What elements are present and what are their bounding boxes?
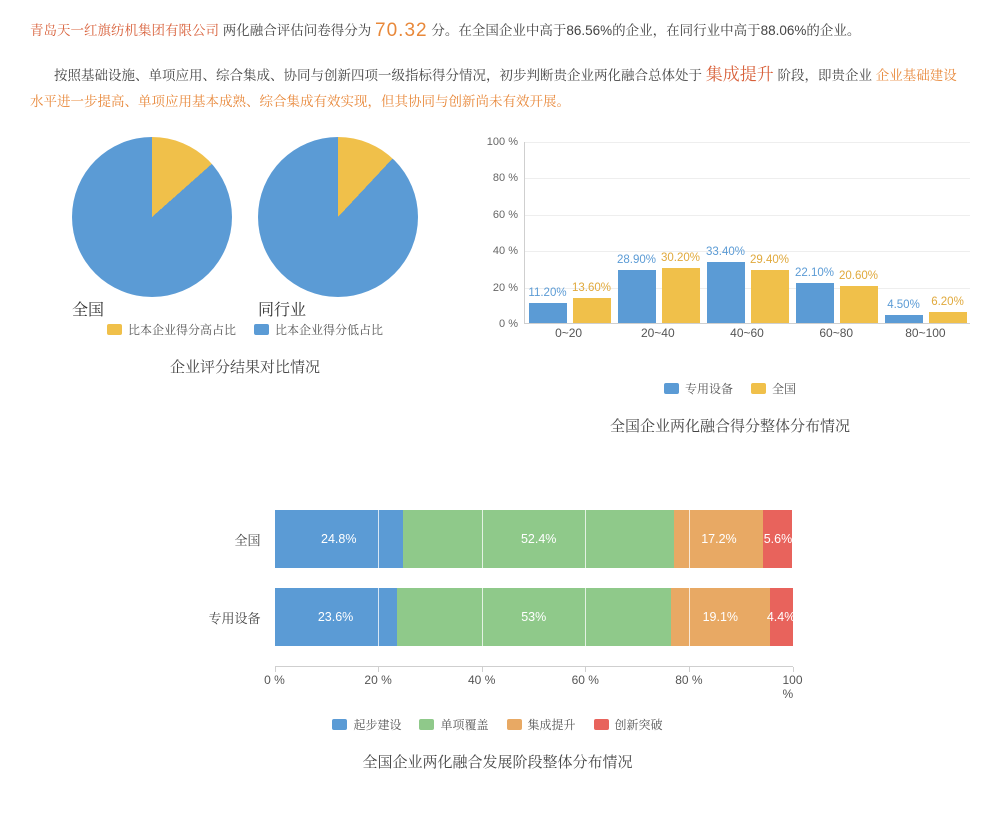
legend-item-qibu[interactable] [332,716,401,733]
bar-x-axis-labels [524,326,970,340]
bar-label: 11.20% [528,286,567,299]
comparison-donut-chart [20,137,470,377]
legend-item-danxiang[interactable] [419,716,488,733]
bar-special-20-40[interactable] [616,254,657,323]
donut-industry-label: 同行业 [258,302,307,319]
summary-text [0,0,995,115]
stacked-row-label: 全国 [234,532,261,548]
x-tick-100: 100 % [782,673,803,701]
donut-industry-hole [258,297,418,320]
vgrid-20 [378,588,379,646]
bar-label: 6.20% [931,295,964,308]
score-tail-text: 分。在全国企业中高于86.56%的企业，在同行业中高于88.06%的企业。 [431,23,861,38]
x-tick-60-80: 60~80 [819,326,854,340]
donut-group [20,137,470,319]
segment-label: 53% [521,610,547,624]
x-tick-0-20: 0~20 [555,326,583,340]
score-lead-text: 两化融合评估问卷得分为 [222,23,372,38]
y-tick-100: 100 % [486,136,518,148]
segment-jicheng-special[interactable] [671,588,770,646]
donut-legend [20,321,470,338]
stacked-x-axis [264,666,803,701]
stacked-row-label: 专用设备 [208,610,261,626]
vgrid-80 [689,510,690,568]
legend-label-special-equipment: 专用设备 [684,382,733,396]
bar-plot-area [524,142,970,324]
y-tick-0: 0 % [499,318,518,330]
bar-national-40-60[interactable] [749,253,790,324]
summary-paragraph-1 [30,18,965,44]
legend-item-national[interactable] [751,380,796,397]
segment-label: 5.6% [763,532,793,546]
segment-label: 17.2% [701,532,737,546]
segment-label: 24.8% [321,532,357,546]
bar-national-0-20[interactable] [571,282,612,323]
legend-swatch-red [594,719,609,730]
bar-chart-caption: 全国企业两化融合得分整体分布情况 [609,418,850,435]
bar-legend [480,380,980,397]
legend-swatch-yellow [107,324,122,335]
legend-label-jicheng: 集成提升 [527,718,576,732]
legend-swatch-blue [332,719,347,730]
stage-distribution-chart [0,510,995,772]
summary-paragraph-2 [30,62,965,115]
segment-danxiang-special[interactable] [397,588,671,646]
bar-label: 22.10% [794,266,835,279]
vgrid-60 [585,588,586,646]
stacked-row-special-equipment [203,588,796,646]
stacked-bar-plot [203,510,803,701]
stacked-legend [0,716,995,733]
stacked-chart-caption: 全国企业两化融合发展阶段整体分布情况 [362,754,633,771]
bar-label: 29.40% [749,253,790,266]
stacked-bars [275,588,796,646]
bar-label: 33.40% [705,246,746,259]
bar-y-axis [480,136,524,330]
segment-danxiang-national[interactable] [403,510,674,568]
bar-special-60-80[interactable] [794,266,835,323]
bar-group [525,142,614,323]
bar-label: 30.20% [660,252,701,264]
bar-label: 13.60% [571,282,612,295]
donut-industry-ring [258,137,418,297]
y-tick-40: 40 % [492,245,518,258]
total-score: 70.32 [375,20,428,41]
donut-chart-caption: 企业评分结果对比情况 [169,359,320,376]
legend-swatch-yellow [751,383,766,394]
bar-label: 28.90% [616,254,657,267]
bar-group [792,142,881,323]
donut-national-ring [72,137,232,297]
donut-national-label: 全国 [72,302,105,319]
legend-item-special-equipment[interactable] [664,380,733,397]
vgrid-60 [585,510,586,568]
legend-label-chuangxin: 创新突破 [614,718,663,732]
segment-label: 23.6% [317,610,354,624]
stage-mid-text: 阶段，即贵企业 [777,68,873,83]
bar-group [881,142,970,323]
stage-lead-text: 按照基础设施、单项应用、综合集成、协同与创新四项一级指标得分情况，初步判断贵企业两化融合总体处于 [54,68,702,83]
x-tick-40: 40 % [468,673,496,687]
y-tick-20: 20 % [492,281,518,294]
bar-national-80-100[interactable] [929,295,967,323]
x-tick-20: 20 % [364,673,392,687]
legend-label-lower: 比本企业得分低占比 [275,323,384,337]
x-tick-80: 80 % [675,673,703,687]
bar-group [703,142,792,323]
bar-special-0-20[interactable] [528,286,567,323]
bar-national-20-40[interactable] [660,252,701,323]
legend-label-qibu: 起步建设 [353,718,402,732]
segment-qibu-national[interactable] [275,510,403,568]
legend-item-chuangxin[interactable] [594,716,663,733]
company-name: 青岛天一红旗纺机集团有限公司 [30,23,219,38]
y-tick-80: 80 % [492,172,518,185]
x-tick-40-60: 40~60 [730,326,764,340]
bar-label: 4.50% [887,298,920,311]
legend-label-national: 全国 [772,382,797,396]
bar-groups [525,142,970,323]
bar-label: 20.60% [838,269,879,282]
x-tick-60: 60 % [571,673,599,687]
grouped-bar-plot [480,136,980,342]
legend-swatch-green [419,719,434,730]
segment-label: 4.4% [766,610,796,624]
legend-label-higher: 比本企业得分高占比 [127,323,236,337]
legend-label-danxiang: 单项覆盖 [440,718,489,732]
bar-special-40-60[interactable] [705,246,746,323]
stage-detail-text: 企业基础建设水平进一步提高、单项应用基本成熟、综合集成有效实现，但其协同与创新尚未有效开展。 [30,68,957,109]
charts-row [0,137,995,437]
segment-label: 52.4% [520,532,557,546]
bar-group [614,142,703,323]
legend-item-higher[interactable] [107,321,236,338]
donut-industry [258,137,418,319]
legend-item-lower[interactable] [254,321,383,338]
stacked-bars [275,510,793,568]
score-distribution-chart [480,137,980,436]
bar-national-60-80[interactable] [838,269,879,324]
vgrid-20 [378,510,379,568]
legend-item-jicheng[interactable] [507,716,576,733]
x-tick-20-40: 20~40 [640,326,675,340]
legend-swatch-orange [507,719,522,730]
x-tick-80-100: 80~100 [905,326,946,340]
legend-swatch-blue [254,324,269,335]
segment-chuangxin-national[interactable] [763,510,792,568]
vgrid-40 [482,510,483,568]
y-tick-60: 60 % [492,208,518,221]
x-tick-0: 0 % [264,673,285,687]
legend-swatch-blue [664,383,679,394]
segment-jicheng-national[interactable] [674,510,763,568]
bar-special-80-100[interactable] [885,298,923,323]
vgrid-80 [689,588,690,646]
segment-chuangxin-special[interactable] [766,588,796,646]
vgrid-40 [482,588,483,646]
donut-national-hole [72,297,232,320]
stage-name: 集成提升 [705,65,774,84]
stacked-row-national [203,510,793,568]
segment-label: 19.1% [702,610,739,624]
donut-national [72,137,232,319]
